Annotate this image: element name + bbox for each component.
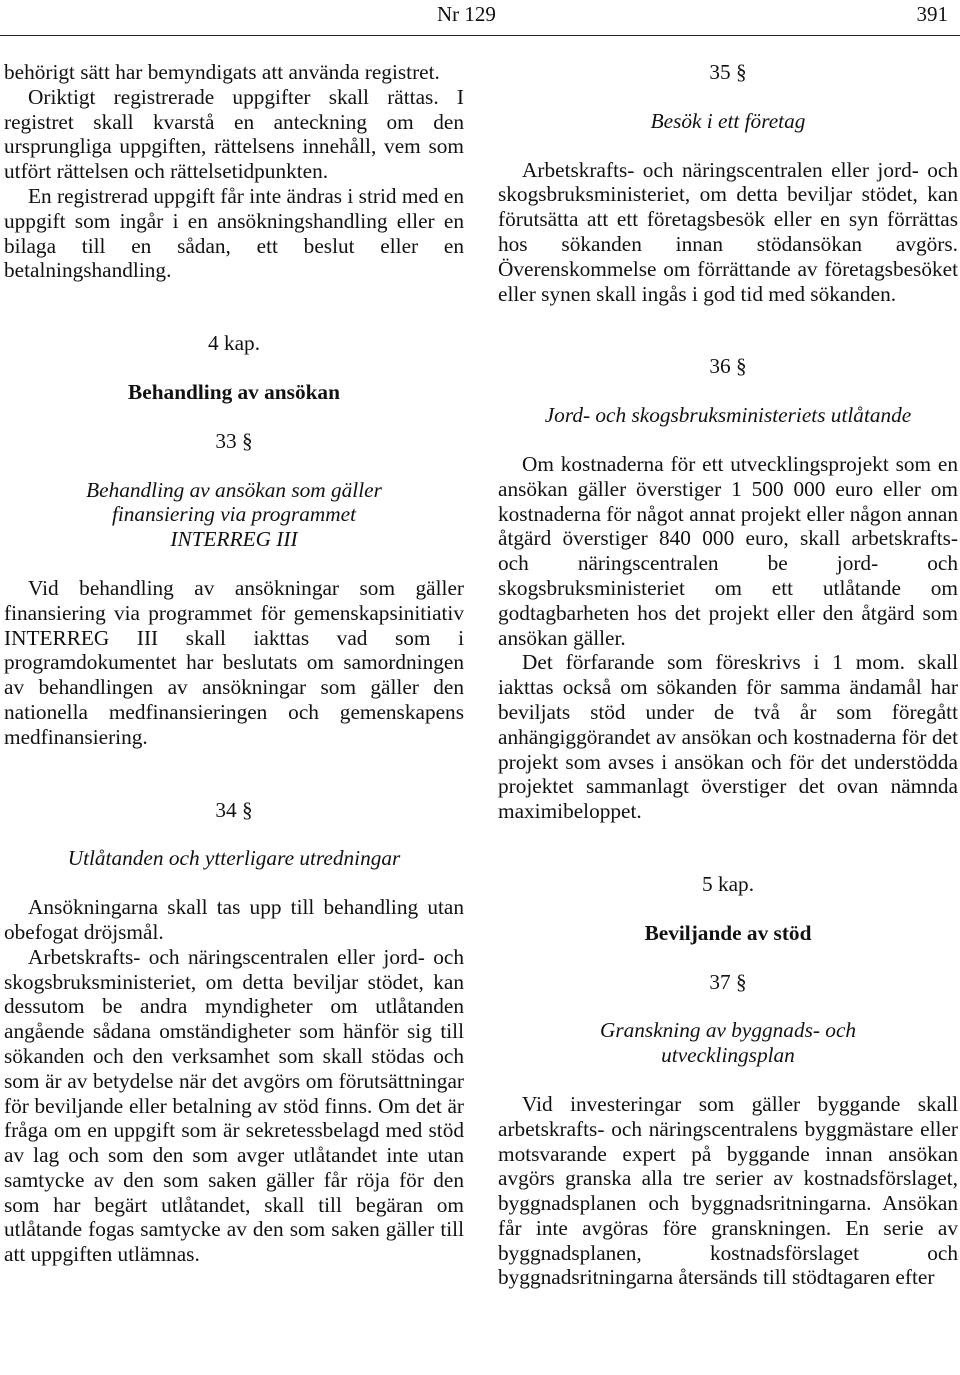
paragraph: Det förfarande som föreskrivs i 1 mom. skall iakttas också om sökanden för samma ändamål har beviljats stöd under de två år som föregått anhängiggörandet av ansökan och kostnaderna för det projekt som avses i ansökan och för det understödda projektet sammanlagt överstiger det ovan nämnda maximibeloppet. [498, 650, 958, 824]
page-number: 391 [916, 2, 948, 26]
chapter-heading: 5 kap. [701, 871, 755, 896]
chapter-title: Behandling av ansökan [128, 379, 340, 404]
section-number: 36 § [709, 354, 747, 379]
section-number: 34 § [215, 797, 253, 822]
paragraph: Oriktigt registrerade uppgifter skall rättas. I registret skall kvarstå en anteckning om den ursprungliga uppgiften, rättelsens innehåll, vem som utfört rättelsen och rättelsetidpunkten. [4, 84, 464, 184]
section-title: INTERREG III [170, 527, 298, 552]
section-number: 37 § [709, 969, 747, 994]
section-title: Jord- och skogsbruksministeriets utlåtande [544, 403, 912, 428]
section-title: utvecklingsplan [661, 1043, 795, 1068]
section-title: finansiering via programmet [111, 502, 357, 527]
section-title: Granskning av byggnads- och [599, 1018, 857, 1043]
section-title: Utlåtanden och ytterligare utredningar [67, 846, 401, 871]
paragraph: Ansökningarna skall tas upp till behandling utan obefogat dröjsmål. [4, 895, 464, 944]
paragraph: Arbetskrafts- och näringscentralen eller jord- och skogsbruksministeriet, om detta beviljar stödet, kan förutsätta att ett företagsbesök eller en syn förrättas hos sökanden innan stödansökan avgörs. Överenskommelse om förrättande av företagsbesöket eller synen skall ingås i god tid med sökanden. [498, 157, 958, 306]
chapter-heading: 4 kap. [207, 331, 261, 356]
paragraph: Vid behandling av ansökningar som gäller finansiering via programmet för gemenskapsinitiativ INTERREG III skall iakttas vad som i programdokumentet har beslutats om samordningen av behandlingen av ansökningar som gäller den nationella medfinansieringen och gemenskapens medfinansiering. [4, 575, 464, 749]
left-column [4, 60, 464, 1267]
header-rule [0, 35, 960, 36]
paragraph: Arbetskrafts- och näringscentralen eller jord- och skogsbruksministeriet, om detta beviljar stödet, kan dessutom be andra myndigheter om utlåtanden angående sådana omständigheter som hänför sig till sökanden och den verksamhet som skall stödas och som är av betydelse när det avgörs om förutsättningar för beviljande eller betalning av stöd finns. Om det är fråga om en uppgift som är sekretessbelagd med stöd av lag och som den som avger utlåtandet inte utan samtycke av den som saken gäller får röja för den som har begärt utlåtandet, skall till begäran om utlåtande fogas samtycke av den som saken gäller till att uppgiften utlämnas. [4, 944, 464, 1267]
page-header [0, 2, 960, 32]
paragraph: Vid investeringar som gäller byggande skall arbetskrafts- och näringscentralens byggmästare eller motsvarande expert på byggande innan ansökan avgörs granska alla tre serier av kostnadsförslaget, byggnadsplanen och byggnadsritningarna. Ansökan får inte avgöras före granskningen. En serie av byggnadsplanen, kostnadsförslaget och byggnadsritningarna återsänds till stödtagaren efter [498, 1091, 958, 1290]
paragraph: En registrerad uppgift får inte ändras i strid med en uppgift som ingår i en ansökningshandling eller en bilaga till en sådan, ett beslut eller en betalningshandling. [4, 183, 464, 283]
section-title: Behandling av ansökan som gäller [86, 477, 382, 502]
section-number: 35 § [709, 60, 747, 84]
issue-number: Nr 129 [437, 2, 496, 26]
paragraph: behörigt sätt har bemyndigats att använda registret. [4, 60, 440, 84]
paragraph: Om kostnaderna för ett utvecklingsprojekt som en ansökan gäller överstiger 1 500 000 euro eller om kostnaderna för något annat projekt eller någon annan åtgärd överstiger 840 000 euro, skall arbetskrafts- och näringscentralen be jord- och skogsbruksministeriet om ett utlåtande om godtagbarheten hos det projekt eller den åtgärd som ansökan gäller. [498, 451, 958, 650]
right-column [498, 60, 958, 1290]
section-number: 33 § [215, 428, 253, 453]
chapter-title: Beviljande av stöd [644, 920, 812, 945]
section-title: Besök i ett företag [650, 108, 806, 133]
